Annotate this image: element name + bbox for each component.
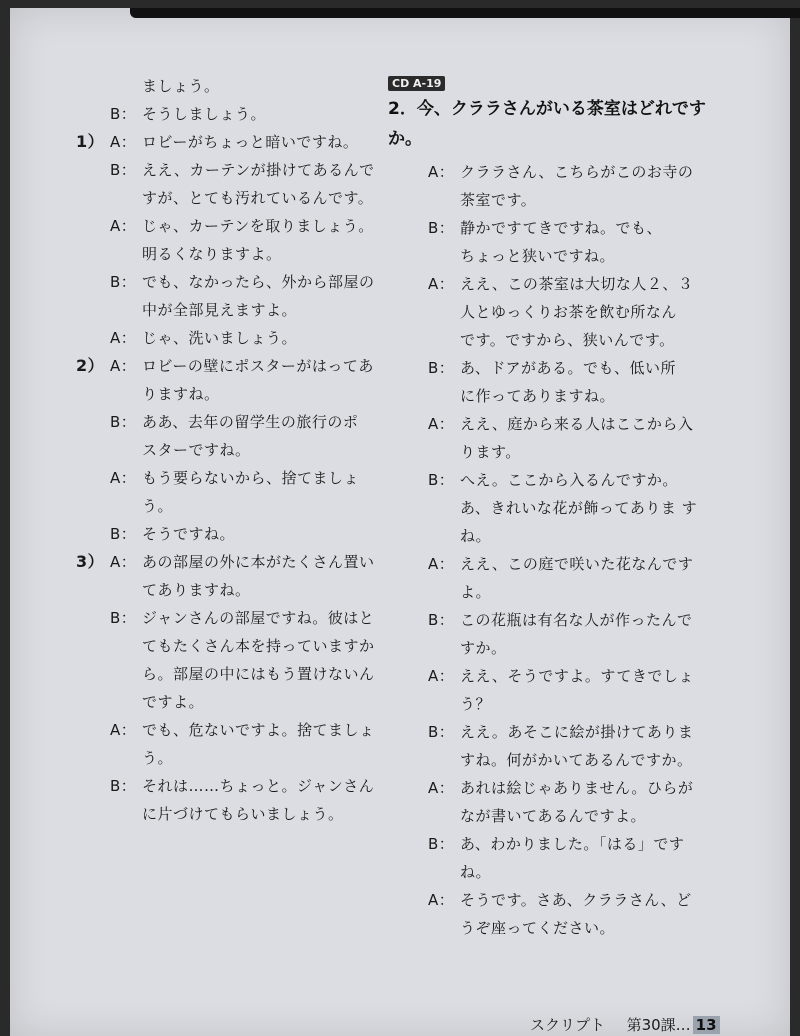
dialogue-text: ええ、この庭で咲いた花なんです	[460, 555, 694, 573]
dialogue-line	[388, 634, 713, 662]
dialogue-text: う？	[460, 695, 492, 713]
dialogue-text: すね。何がかいてあるんですか。	[460, 751, 693, 769]
dialogue-line	[388, 186, 713, 214]
dialogue-line	[388, 802, 713, 830]
dialogue-line	[76, 464, 376, 492]
dialogue-text: ら。部屋の中にはもう置けないん	[142, 665, 375, 683]
item-number: 1）	[76, 132, 105, 151]
dialogue-line	[76, 744, 376, 772]
dialogue-line	[388, 382, 713, 410]
dialogue-line	[76, 100, 376, 128]
dialogue-line	[388, 606, 713, 634]
speaker-label: A：	[110, 217, 137, 235]
dialogue-text: 静かですてきですね。でも、	[460, 219, 662, 237]
speaker-label: B：	[428, 471, 455, 489]
dialogue-line	[388, 298, 713, 326]
dialogue-line	[76, 352, 376, 380]
dialogue-line	[388, 494, 713, 522]
speaker-label: A：	[110, 357, 137, 375]
dialogue-line	[388, 522, 713, 550]
dialogue-text: じゃ、カーテンを取りましょう。	[142, 217, 374, 235]
speaker-label: B：	[428, 723, 455, 741]
dialogue-line	[388, 326, 713, 354]
speaker-label: A：	[110, 553, 137, 571]
dialogue-line	[388, 746, 713, 774]
dialogue-text: それは……ちょっと。ジャンさん	[142, 777, 375, 795]
dialogue-line	[76, 716, 376, 744]
speaker-label: B：	[110, 273, 137, 291]
dialogue-line	[76, 324, 376, 352]
dialogue-line	[388, 214, 713, 242]
dialogue-line	[76, 688, 376, 716]
dialogue-text: ですよ。	[142, 693, 205, 711]
textbook-page	[10, 8, 790, 1036]
dialogue-line	[76, 128, 376, 156]
dialogue-line	[76, 408, 376, 436]
dialogue-line	[388, 466, 713, 494]
dialogue-text: う。	[142, 497, 174, 515]
speaker-label: B：	[110, 609, 137, 627]
dialogue-text: 明るくなりますよ。	[142, 245, 282, 263]
dialogue-line	[76, 380, 376, 408]
dialogue-text: ええ、そうですよ。すてきでしょ	[460, 667, 694, 685]
dialogue-line	[76, 296, 376, 324]
dialogue-text: ええ、この茶室は大切な人２、３	[460, 275, 694, 293]
speaker-label: B：	[428, 359, 455, 377]
dialogue-line	[76, 212, 376, 240]
footer-section: スクリプト	[530, 1016, 606, 1034]
dialogue-text: 茶室です。	[460, 191, 537, 209]
dialogue-line	[388, 158, 713, 186]
page-top-shadow	[130, 8, 800, 18]
dialogue-text: ります。	[460, 443, 521, 461]
dialogue-text: ああ、去年の留学生の旅行のポ	[142, 413, 359, 431]
left-column	[76, 72, 376, 828]
dialogue-text: この花瓶は有名な人が作ったんで	[460, 611, 693, 629]
dialogue-line	[388, 886, 713, 914]
speaker-label: B：	[110, 161, 137, 179]
dialogue-text: よ。	[460, 583, 492, 601]
dialogue-line	[388, 410, 713, 438]
dialogue-text: あの部屋の外に本がたくさん置い	[142, 553, 375, 571]
dialogue-text: スターですね。	[142, 441, 251, 459]
dialogue-line	[388, 662, 713, 690]
dialogue-text: ね。	[460, 863, 492, 881]
dialogue-line	[76, 660, 376, 688]
item-number: 3）	[76, 552, 105, 571]
speaker-label: A：	[428, 891, 455, 909]
page-footer	[530, 1014, 720, 1035]
speaker-label: B：	[110, 777, 137, 795]
dialogue-text: ええ。あそこに絵が掛けてありま	[460, 723, 694, 741]
dialogue-line	[388, 354, 713, 382]
dialogue-line	[388, 438, 713, 466]
dialogue-text: そうです。さあ、クララさん、ど	[460, 891, 692, 909]
speaker-label: A：	[428, 779, 455, 797]
dialogue-text: すか。	[460, 639, 507, 657]
speaker-label: B：	[110, 105, 137, 123]
dialogue-text: あ、ドアがある。でも、低い所	[460, 359, 676, 377]
dialogue-line	[388, 774, 713, 802]
dialogue-line	[76, 604, 376, 632]
speaker-label: A：	[110, 329, 137, 347]
dialogue-text: てもたくさん本を持っていますか	[142, 637, 375, 655]
speaker-label: A：	[428, 667, 455, 685]
dialogue-line	[76, 632, 376, 660]
dialogue-text: です。ですから、狭いんです。	[460, 331, 675, 349]
dialogue-text: あれは絵じゃありません。ひらが	[460, 779, 694, 797]
dialogue-text: ましょう。	[142, 77, 220, 95]
dialogue-line	[76, 548, 376, 576]
speaker-label: A：	[428, 415, 455, 433]
speaker-label: A：	[428, 555, 455, 573]
dialogue-text: へえ。ここから入るんですか。	[460, 471, 678, 489]
dialogue-line	[388, 242, 713, 270]
speaker-label: B：	[428, 611, 455, 629]
dialogue-text: ちょっと狭いですね。	[460, 247, 616, 265]
dialogue-line	[76, 184, 376, 212]
cd-track-badge: CD A-19	[388, 76, 445, 91]
dialogue-text: 中が全部見えますよ。	[142, 301, 298, 319]
speaker-label: B：	[428, 835, 455, 853]
dialogue-line	[76, 240, 376, 268]
page-number: 13	[693, 1016, 720, 1034]
speaker-label: A：	[110, 721, 137, 739]
dialogue-line	[76, 156, 376, 184]
dialogue-text: じゃ、洗いましょう。	[142, 329, 298, 347]
dialogue-line	[388, 550, 713, 578]
dialogue-text: ロビーの壁にポスターがはってあ	[142, 357, 374, 375]
dialogue-line	[76, 268, 376, 296]
dialogue-lines	[388, 158, 713, 942]
dialogue-line	[388, 914, 713, 942]
dialogue-line	[76, 800, 376, 828]
dialogue-line	[388, 578, 713, 606]
dialogue-text: クララさん、こちらがこのお寺の	[460, 163, 694, 181]
dialogue-text: うぞ座ってください。	[460, 919, 616, 937]
dialogue-line	[76, 520, 376, 548]
speaker-label: B：	[110, 525, 137, 543]
dialogue-text: でも、危ないですよ。捨てましょ	[142, 721, 375, 739]
speaker-label: A：	[428, 275, 455, 293]
dialogue-text: ええ、カーテンが掛けてあるんで	[142, 161, 375, 179]
item-number: 2）	[76, 356, 105, 375]
dialogue-line	[76, 576, 376, 604]
dialogue-text: 人とゆっくりお茶を飲む所なん	[460, 303, 677, 321]
dialogue-line	[76, 492, 376, 520]
question-heading-line2: か。	[388, 129, 422, 149]
dialogue-text: う。	[142, 749, 174, 767]
dialogue-line	[388, 270, 713, 298]
dialogue-line	[388, 690, 713, 718]
right-column	[388, 72, 713, 942]
dialogue-line	[388, 718, 713, 746]
speaker-label: A：	[110, 133, 137, 151]
speaker-label: A：	[110, 469, 137, 487]
dialogue-text: もう要らないから、捨てましょ	[142, 469, 360, 487]
dialogue-text: あ、わかりました。「はる」です	[460, 835, 685, 853]
dialogue-text: そうしましょう。	[142, 105, 267, 123]
dialogue-line	[388, 858, 713, 886]
dialogue-text: りますね。	[142, 385, 220, 403]
dialogue-text: ロビーがちょっと暗いですね。	[142, 133, 359, 151]
speaker-label: B：	[428, 219, 455, 237]
dialogue-text: てありますね。	[142, 581, 251, 599]
dialogue-line	[76, 772, 376, 800]
dialogue-text: に作ってありますね。	[460, 387, 616, 405]
dialogue-text: ええ、庭から来る人はここから入	[460, 415, 694, 433]
dialogue-text: ね。	[460, 527, 492, 545]
question-heading-line1: 2．今、クララさんがいる茶室はどれです	[388, 99, 706, 119]
dialogue-line	[76, 436, 376, 464]
dialogue-text: なが書いてあるんですよ。	[460, 807, 647, 825]
dialogue-text: すが、とても汚れているんです。	[142, 189, 374, 207]
dialogue-text: に片づけてもらいましょう。	[142, 805, 344, 823]
dialogue-text: あ、きれいな花が飾ってありま す	[460, 499, 698, 517]
speaker-label: B：	[110, 413, 137, 431]
speaker-label: A：	[428, 163, 455, 181]
dialogue-text: でも、なかったら、外から部屋の	[142, 273, 375, 291]
dialogue-text: そうですね。	[142, 525, 236, 543]
dialogue-line	[388, 830, 713, 858]
footer-lesson: 第30課…	[626, 1016, 691, 1034]
dialogue-line	[76, 72, 376, 100]
dialogue-text: ジャンさんの部屋ですね。彼はと	[142, 609, 375, 627]
